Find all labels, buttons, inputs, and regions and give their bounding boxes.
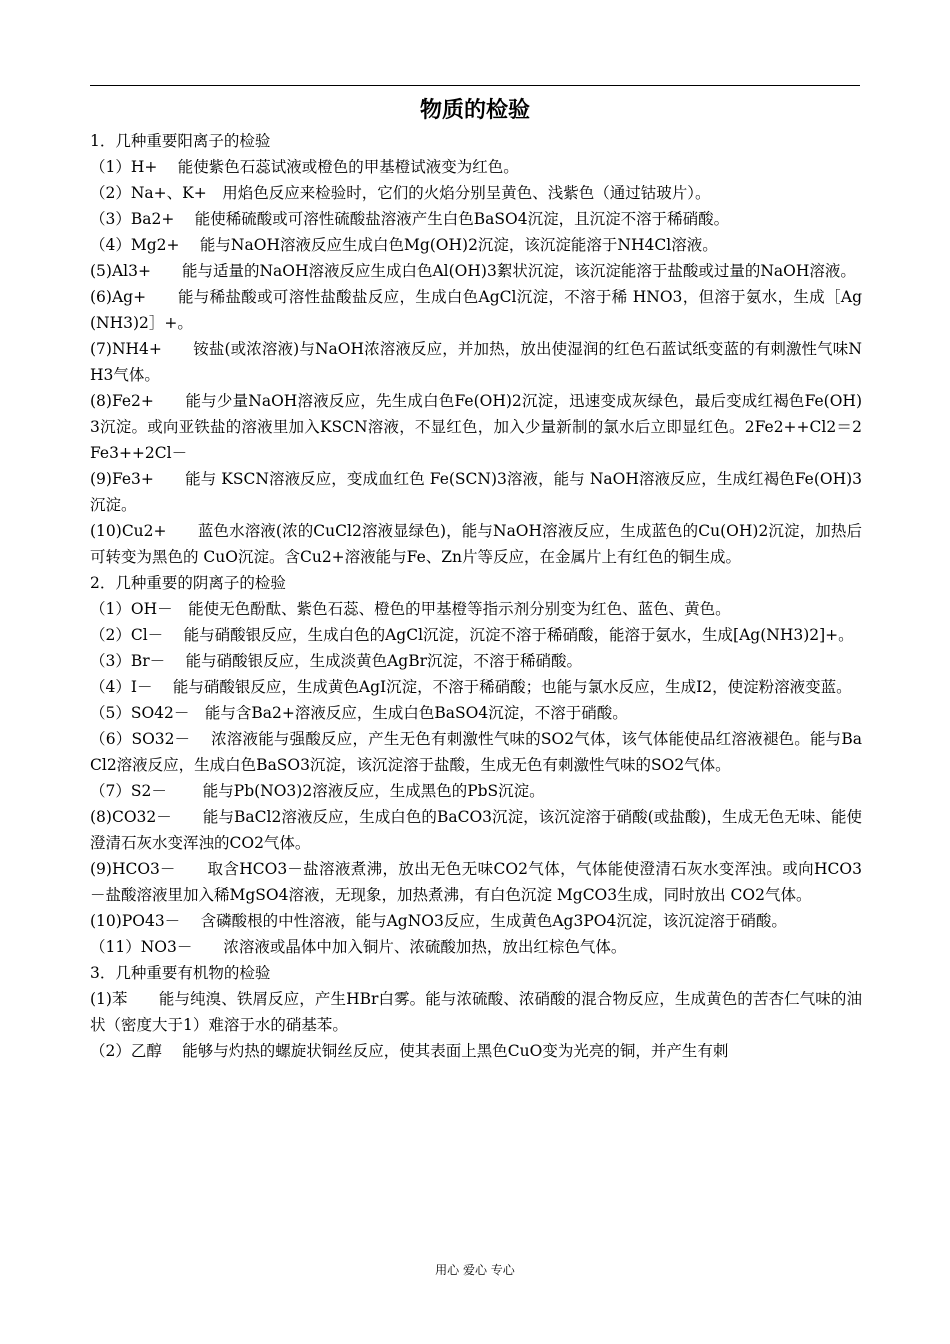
paragraph: (7)NH4+ 铵盐(或浓溶液)与NaOH浓溶液反应，并加热，放出使湿润的红色石蓝试纸变蓝的有刺激性气味NH3气体。 [90, 340, 862, 384]
paragraph: (8)CO32－ 能与BaCl2溶液反应，生成白色的BaCO3沉淀，该沉淀溶于硝酸(或盐酸)，生成无色无味、能使澄清石灰水变浑浊的CO2气体。 [90, 808, 862, 852]
paragraph: （2）Na+、K+ 用焰色反应来检验时，它们的火焰分别呈黄色、浅紫色（通过钴玻片）。 [90, 184, 711, 202]
paragraph: （4）I－ 能与硝酸银反应，生成黄色AgI沉淀，不溶于稀硝酸；也能与氯水反应，生成I2，使淀粉溶液变蓝。 [90, 678, 852, 696]
paragraph: （3）Br－ 能与硝酸银反应，生成淡黄色AgBr沉淀，不溶于稀硝酸。 [90, 652, 583, 670]
page-footer: 用心 爱心 专心 [435, 1263, 515, 1277]
paragraph: (1)苯 能与纯溴、铁屑反应，产生HBr白雾。能与浓硫酸、浓硝酸的混合物反应，生成黄色的苦杏仁气味的油状（密度大于1）难溶于水的硝基苯。 [90, 990, 862, 1034]
paragraph: (6)Ag+ 能与稀盐酸或可溶性盐酸盐反应，生成白色AgCl沉淀，不溶于稀 HNO3，但溶于氨水，生成［Ag(NH3)2］+。 [90, 288, 862, 332]
paragraph: （7）S2－ 能与Pb(NO3)2溶液反应，生成黑色的PbS沉淀。 [90, 782, 545, 800]
paragraph: (8)Fe2+ 能与少量NaOH溶液反应，先生成白色Fe(OH)2沉淀，迅速变成灰绿色，最后变成红褐色Fe(OH)3沉淀。或向亚铁盐的溶液里加入KSCN溶液，不显红色，加入少量新制的氯水后立即显红色。2Fe2++Cl2＝2Fe3++2Cl－ [90, 392, 862, 462]
document-body [90, 128, 862, 1064]
paragraph: （2）Cl－ 能与硝酸银反应，生成白色的AgCl沉淀，沉淀不溶于稀硝酸，能溶于氨水，生成[Ag(NH3)2]+。 [90, 626, 854, 644]
paragraph: （11）NO3－ 浓溶液或晶体中加入铜片、浓硫酸加热，放出红棕色气体。 [90, 938, 627, 956]
paragraph: (10)Cu2+ 蓝色水溶液(浓的CuCl2溶液显绿色)，能与NaOH溶液反应，生成蓝色的Cu(OH)2沉淀，加热后可转变为黑色的 CuO沉淀。含Cu2+溶液能与Fe、Zn片等反应，在金属片上有红色的铜生成。 [90, 522, 862, 566]
paragraph: （1）OH－ 能使无色酚酞、紫色石蕊、橙色的甲基橙等指示剂分别变为红色、蓝色、黄色。 [90, 600, 731, 618]
paragraph: (9)Fe3+ 能与 KSCN溶液反应，变成血红色 Fe(SCN)3溶液，能与 NaOH溶液反应，生成红褐色Fe(OH)3沉淀。 [90, 470, 862, 514]
section-heading: 3．几种重要有机物的检验 [90, 964, 271, 982]
section-heading: 2．几种重要的阴离子的检验 [90, 574, 286, 592]
paragraph: (10)PO43－ 含磷酸根的中性溶液，能与AgNO3反应，生成黄色Ag3PO4沉淀，该沉淀溶于硝酸。 [90, 912, 787, 930]
page-title: 物质的检验 [419, 98, 530, 123]
paragraph: （3）Ba2+ 能使稀硫酸或可溶性硫酸盐溶液产生白色BaSO4沉淀，且沉淀不溶于稀硝酸。 [90, 210, 730, 228]
paragraph: （6）SO32－ 浓溶液能与强酸反应，产生无色有刺激性气味的SO2气体，该气体能使品红溶液褪色。能与BaCl2溶液反应，生成白色BaSO3沉淀，该沉淀溶于盐酸，生成无色有刺激性气味的SO2气体。 [90, 730, 862, 774]
paragraph: (9)HCO3－ 取含HCO3－盐溶液煮沸，放出无色无味CO2气体，气体能使澄清石灰水变浑浊。或向HCO3－盐酸溶液里加入稀MgSO4溶液，无现象，加热煮沸，有白色沉淀 MgCO3生成，同时放出 CO2气体。 [90, 860, 862, 904]
paragraph: （1）H+ 能使紫色石蕊试液或橙色的甲基橙试液变为红色。 [90, 158, 519, 176]
paragraph: （5）SO42－ 能与含Ba2+溶液反应，生成白色BaSO4沉淀，不溶于硝酸。 [90, 704, 628, 722]
paragraph: （4）Mg2+ 能与NaOH溶液反应生成白色Mg(OH)2沉淀，该沉淀能溶于NH4Cl溶液。 [90, 236, 718, 254]
section-heading: 1．几种重要阳离子的检验 [90, 132, 271, 150]
paragraph: (5)Al3+ 能与适量的NaOH溶液反应生成白色Al(OH)3絮状沉淀，该沉淀能溶于盐酸或过量的NaOH溶液。 [90, 262, 856, 280]
header-rule [90, 85, 860, 86]
paragraph: （2）乙醇 能够与灼热的螺旋状铜丝反应，使其表面上黑色CuO变为光亮的铜，并产生有刺 [90, 1042, 729, 1060]
